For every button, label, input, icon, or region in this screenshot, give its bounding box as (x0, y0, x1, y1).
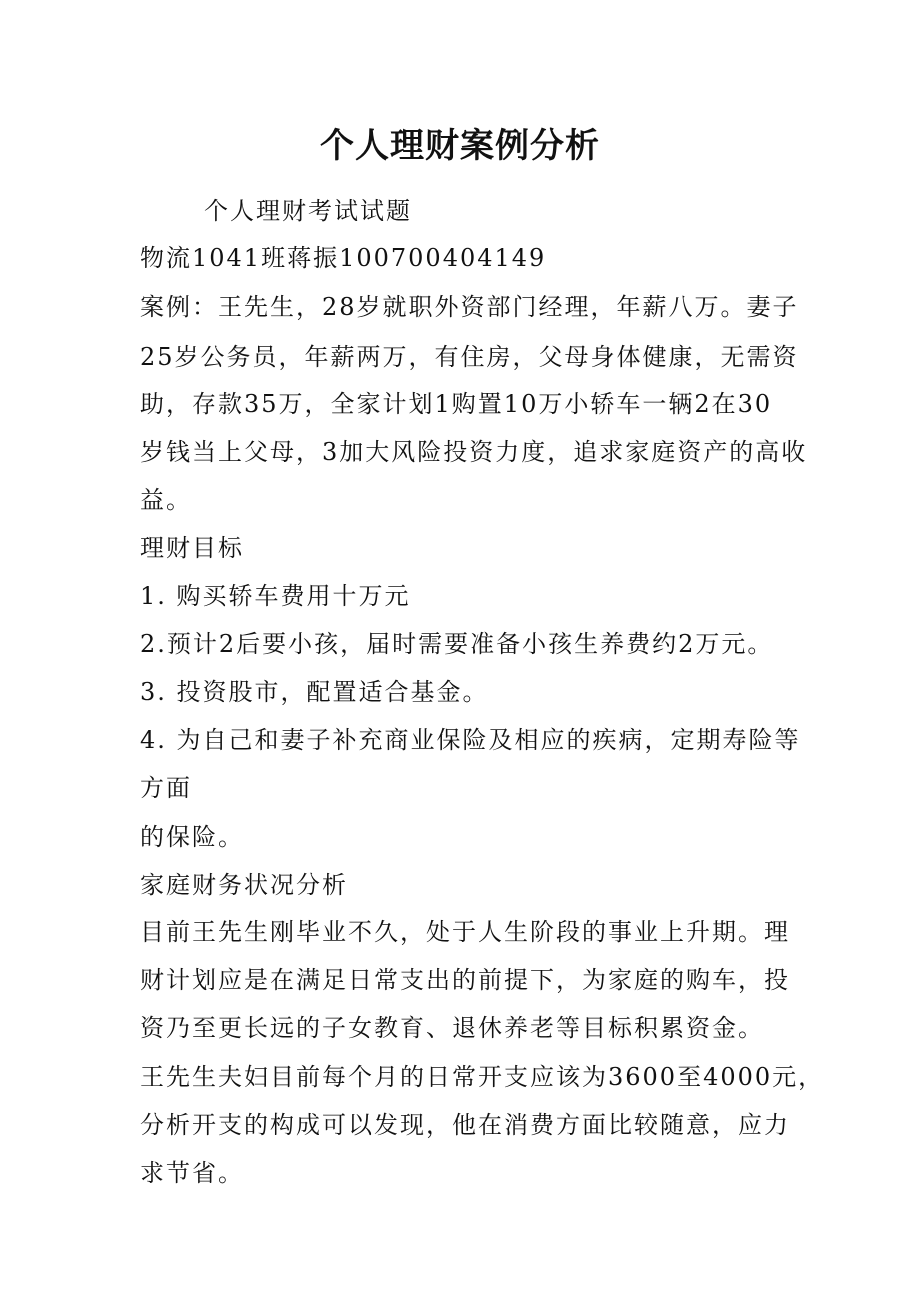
case-line: 益。 (140, 486, 192, 514)
document-title: 个人理财案例分析 (320, 126, 600, 166)
goal-item: 的保险。 (140, 823, 244, 851)
author-line: 物流1041班蒋振100700404149 (140, 244, 547, 272)
case-line: 25岁公务员，年薪两万，有住房，父母身体健康，无需资 (140, 343, 799, 371)
analysis-line: 资乃至更长远的子女教育、退休养老等目标积累资金。 (140, 1014, 764, 1042)
goal-item: 2.预计2后要小孩，届时需要准备小孩生养费约2万元。 (140, 630, 774, 658)
case-line: 助，存款35万，全家计划1购置10万小轿车一辆2在30 (140, 390, 773, 418)
analysis-line: 分析开支的构成可以发现，他在消费方面比较随意，应力 (140, 1111, 790, 1139)
goal-item: 4. 为自己和妻子补充商业保险及相应的疾病，定期寿险等 (140, 726, 801, 754)
analysis-line: 目前王先生刚毕业不久，处于人生阶段的事业上升期。理 (140, 918, 790, 946)
case-line: 岁钱当上父母，3加大风险投资力度，追求家庭资产的高收 (140, 438, 808, 466)
analysis-line: 王先生夫妇目前每个月的日常开支应该为3600至4000元， (140, 1063, 825, 1091)
case-line: 案例：王先生，28岁就职外资部门经理，年薪八万。妻子 (140, 293, 799, 321)
goals-heading: 理财目标 (140, 534, 244, 562)
subtitle: 个人理财考试试题 (204, 197, 412, 225)
goal-item: 1. 购买轿车费用十万元 (140, 582, 411, 610)
analysis-heading: 家庭财务状况分析 (140, 871, 348, 899)
goal-item: 3. 投资股市，配置适合基金。 (140, 678, 489, 706)
goal-item: 方面 (140, 774, 192, 802)
analysis-line: 求节省。 (140, 1159, 244, 1187)
analysis-line: 财计划应是在满足日常支出的前提下，为家庭的购车，投 (140, 966, 790, 994)
